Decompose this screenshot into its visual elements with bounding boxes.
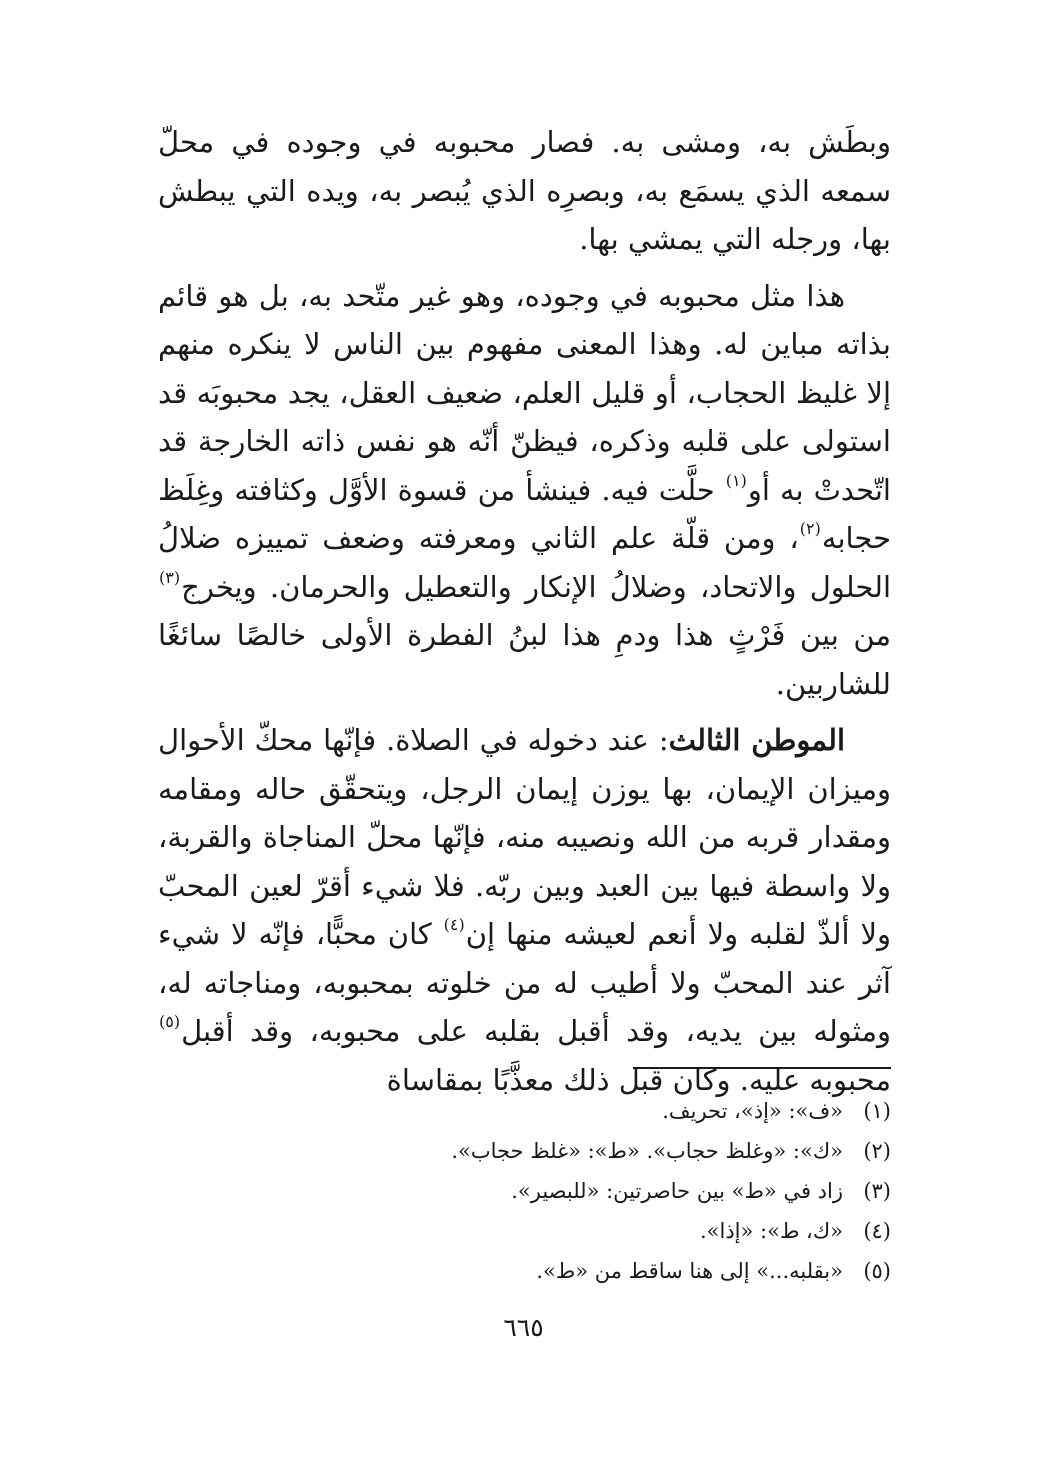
main-text (158, 118, 891, 1104)
footnote-marker: (٣) (159, 567, 181, 587)
text-run: محبوبه عليه. وكان قبل ذلك معذَّبًا بمقاساة (386, 1062, 891, 1097)
text-run: ، ومن قلّة علم الثاني ومعرفته وضعف تمييزه ضلالُ الحلول والاتحاد، وضلالُ الإنكار والتعطيل والحرمان. ويخرج (158, 521, 891, 604)
footnote-text: «ك، ط»: «إذا». (699, 1219, 843, 1243)
text-run: : عند دخوله في الصلاة. فإنّها محكّ الأحوال وميزان الإيمان، بها يوزن إيمان الرجل، ويتحقّق حاله ومقامه ومقدار قربه من الله ونصيبه منه، فإنّها محلّ المناجاة والقربة، ولا واسطة فيها بين العبد وبين ربّه. فلا شيء أقرّ لعين المحبّ ولا ألذّ لقلبه ولا أنعم لعيشه منها إن (158, 723, 891, 951)
footnote-text: «بقلبه...» إلى هنا ساقط من «ط». (536, 1259, 843, 1283)
text-run: هذا مثل محبوبه في وجوده، وهو غير متّحد به، بل هو قائم بذاته مباين له. وهذا المعنى مفهوم بين الناس لا ينكره منهم إلا غليظ الحجاب، أو قليل العلم، ضعيف العقل، يجد محبوبَه قد استولى على قلبه وذكره، فيظنّ أنّه هو نفس ذاته الخارجة قد اتّحدتْ به أو (158, 278, 891, 507)
footnote-number: (٤) (863, 1219, 891, 1243)
text-run: حلَّت فيه. فينشأ من قسوة الأوَّل وكثافته وغِلَظ حجابه (158, 472, 891, 555)
text-run: وبطَش به، ومشى به. فصار محبوبه في وجوده في محلّ سمعه الذي يسمَع به، وبصرِه الذي يُبصر به، ويده التي يبطش بها، ورجله التي يمشي بها. (158, 125, 891, 256)
footnote-number: (٢) (863, 1139, 891, 1163)
footnote-text: «ف»: «إذ»، تحريف. (662, 1099, 843, 1123)
footnote-item (158, 1171, 891, 1211)
footnote-item (158, 1211, 891, 1251)
footnote-text: «ك»: «وغلظ حجاب». «ط»: «غلظ حجاب». (451, 1139, 843, 1163)
footnote-item (158, 1251, 891, 1291)
paragraph (158, 118, 891, 264)
footnote-number: (٣) (863, 1179, 891, 1203)
page-number: ٦٦٥ (503, 1313, 544, 1342)
footnote-marker: (٢) (799, 519, 821, 538)
text-run: من بين فَرْثٍ هذا ودمِ هذا لبنُ الفطرة الأولى خالصًا سائغًا للشاربين. (158, 618, 891, 701)
footnote-number: (١) (863, 1099, 891, 1123)
text-run: كان محبًّا، فإنّه لا شيء آثر عند المحبّ ولا أطيب له من خلوته بمحبوبه، ومناجاته له، ومثوله بين يديه، وقد أقبل بقلبه على محبوبه، وقد أقبل (158, 917, 891, 1048)
footnote-marker: (٥) (159, 1012, 181, 1031)
footnote-separator (633, 1067, 891, 1069)
footnote-text: زاد في «ط» بين حاصرتين: «للبصير». (511, 1179, 843, 1203)
paragraph (158, 272, 891, 709)
footnote-marker: (٤) (443, 915, 465, 934)
footnote-item (158, 1091, 891, 1131)
footnotes (158, 1091, 891, 1291)
footnote-number: (٥) (863, 1259, 891, 1283)
paragraph (158, 716, 891, 1104)
section-heading: الموطن الثالث (668, 723, 846, 757)
footnote-item (158, 1131, 891, 1171)
footnote-marker: (١) (725, 470, 747, 490)
